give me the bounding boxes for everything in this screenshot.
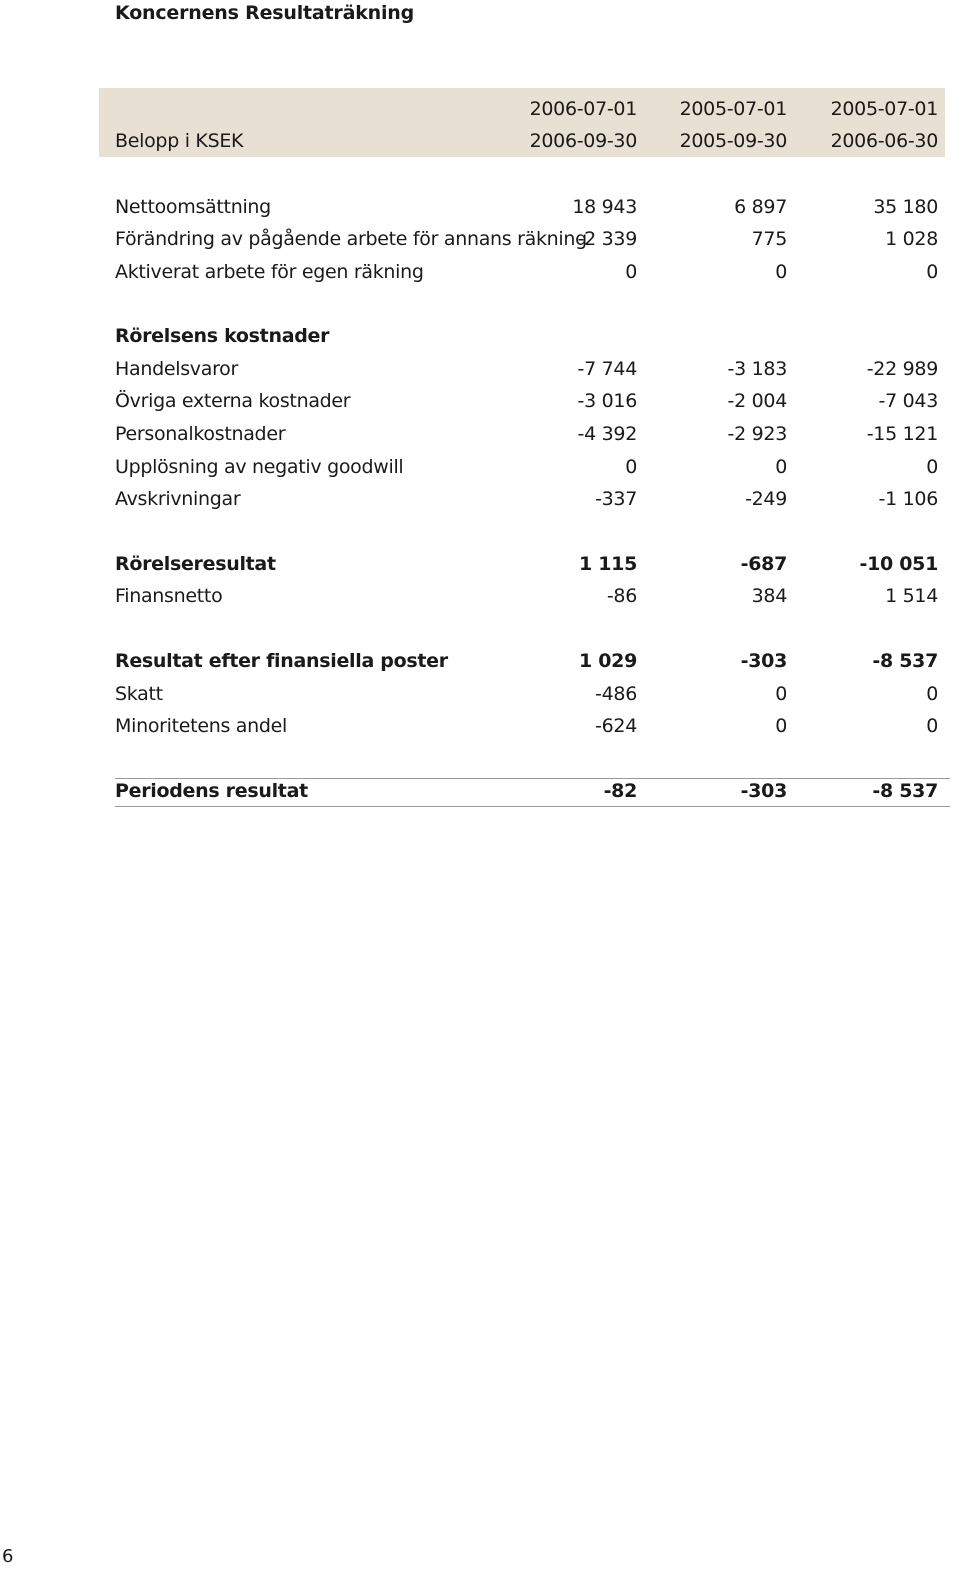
row-value: 1 029 — [579, 650, 637, 672]
header-row-from — [115, 94, 940, 124]
row-value: 1 028 — [885, 228, 938, 250]
row-value: -86 — [606, 585, 637, 607]
header-col3-from: 2005-07-01 — [830, 98, 938, 120]
header-col2-to: 2005-09-30 — [679, 130, 787, 152]
table-row-grand-total — [115, 775, 940, 807]
table-row — [115, 580, 940, 612]
row-label: Personalkostnader — [115, 423, 286, 445]
row-value: 0 — [926, 261, 938, 283]
row-label: Periodens resultat — [115, 780, 308, 802]
table-row — [115, 451, 940, 483]
row-value: -2 923 — [727, 423, 787, 445]
table-row — [115, 710, 940, 742]
row-value: 384 — [751, 585, 787, 607]
row-value: -303 — [740, 650, 787, 672]
row-value: 0 — [775, 683, 787, 705]
row-value: -3 183 — [727, 358, 787, 380]
row-value: -303 — [740, 780, 787, 802]
row-label: Nettoomsättning — [115, 196, 271, 218]
table-row-total — [115, 645, 940, 677]
header-row-to — [115, 126, 940, 156]
section-heading — [115, 320, 940, 352]
row-value: -249 — [745, 488, 787, 510]
row-value: -10 051 — [859, 553, 938, 575]
row-label: Aktiverat arbete för egen räkning — [115, 261, 424, 283]
row-value: -82 — [603, 780, 637, 802]
row-value: 0 — [775, 261, 787, 283]
table-row — [115, 418, 940, 450]
row-value: 0 — [625, 261, 637, 283]
row-value: -624 — [595, 715, 637, 737]
row-value: -7 744 — [577, 358, 637, 380]
row-value: 775 — [751, 228, 787, 250]
row-label: Minoritetens andel — [115, 715, 288, 737]
row-value: -3 016 — [577, 390, 637, 412]
header-col1-from: 2006-07-01 — [529, 98, 637, 120]
row-value: -486 — [595, 683, 637, 705]
row-value: -1 106 — [878, 488, 938, 510]
row-label: Resultat efter finansiella poster — [115, 650, 448, 672]
row-value: -4 392 — [577, 423, 637, 445]
row-value: -2 004 — [727, 390, 787, 412]
page-title: Koncernens Resultaträkning — [115, 2, 414, 24]
row-label: Avskrivningar — [115, 488, 241, 510]
row-value: -7 043 — [878, 390, 938, 412]
table-row-total — [115, 548, 940, 580]
row-value: -2 339 — [577, 228, 637, 250]
row-label: Förändring av pågående arbete för annans räkning — [115, 228, 587, 250]
row-value: 35 180 — [873, 196, 938, 218]
row-label: Rörelsens kostnader — [115, 325, 330, 347]
row-label: Handelsvaror — [115, 358, 239, 380]
row-label: Upplösning av negativ goodwill — [115, 456, 404, 478]
page-number: 6 — [2, 1546, 14, 1567]
row-value: 18 943 — [572, 196, 637, 218]
header-col2-from: 2005-07-01 — [679, 98, 787, 120]
row-value: -15 121 — [866, 423, 938, 445]
table-row — [115, 678, 940, 710]
header-col1-to: 2006-09-30 — [529, 130, 637, 152]
row-value: -22 989 — [866, 358, 938, 380]
row-label: Rörelseresultat — [115, 553, 276, 575]
row-value: 0 — [625, 456, 637, 478]
table-row — [115, 256, 940, 288]
row-value: 1 115 — [579, 553, 637, 575]
unit-label: Belopp i KSEK — [115, 130, 244, 152]
row-value: 6 897 — [734, 196, 787, 218]
row-value: -337 — [595, 488, 637, 510]
table-row — [115, 483, 940, 515]
table-row — [115, 223, 940, 255]
row-value: 0 — [926, 715, 938, 737]
header-col3-to: 2006-06-30 — [830, 130, 938, 152]
row-value: 1 514 — [885, 585, 938, 607]
row-value: 0 — [775, 715, 787, 737]
row-value: 0 — [775, 456, 787, 478]
row-value: -687 — [740, 553, 787, 575]
total-rule-bottom — [115, 806, 950, 807]
table-row — [115, 385, 940, 417]
table-row — [115, 191, 940, 223]
row-value: -8 537 — [872, 650, 938, 672]
row-value: -8 537 — [872, 780, 938, 802]
row-value: 0 — [926, 456, 938, 478]
row-value: 0 — [926, 683, 938, 705]
row-label: Skatt — [115, 683, 163, 705]
table-row — [115, 353, 940, 385]
row-label: Övriga externa kostnader — [115, 390, 351, 412]
row-label: Finansnetto — [115, 585, 223, 607]
